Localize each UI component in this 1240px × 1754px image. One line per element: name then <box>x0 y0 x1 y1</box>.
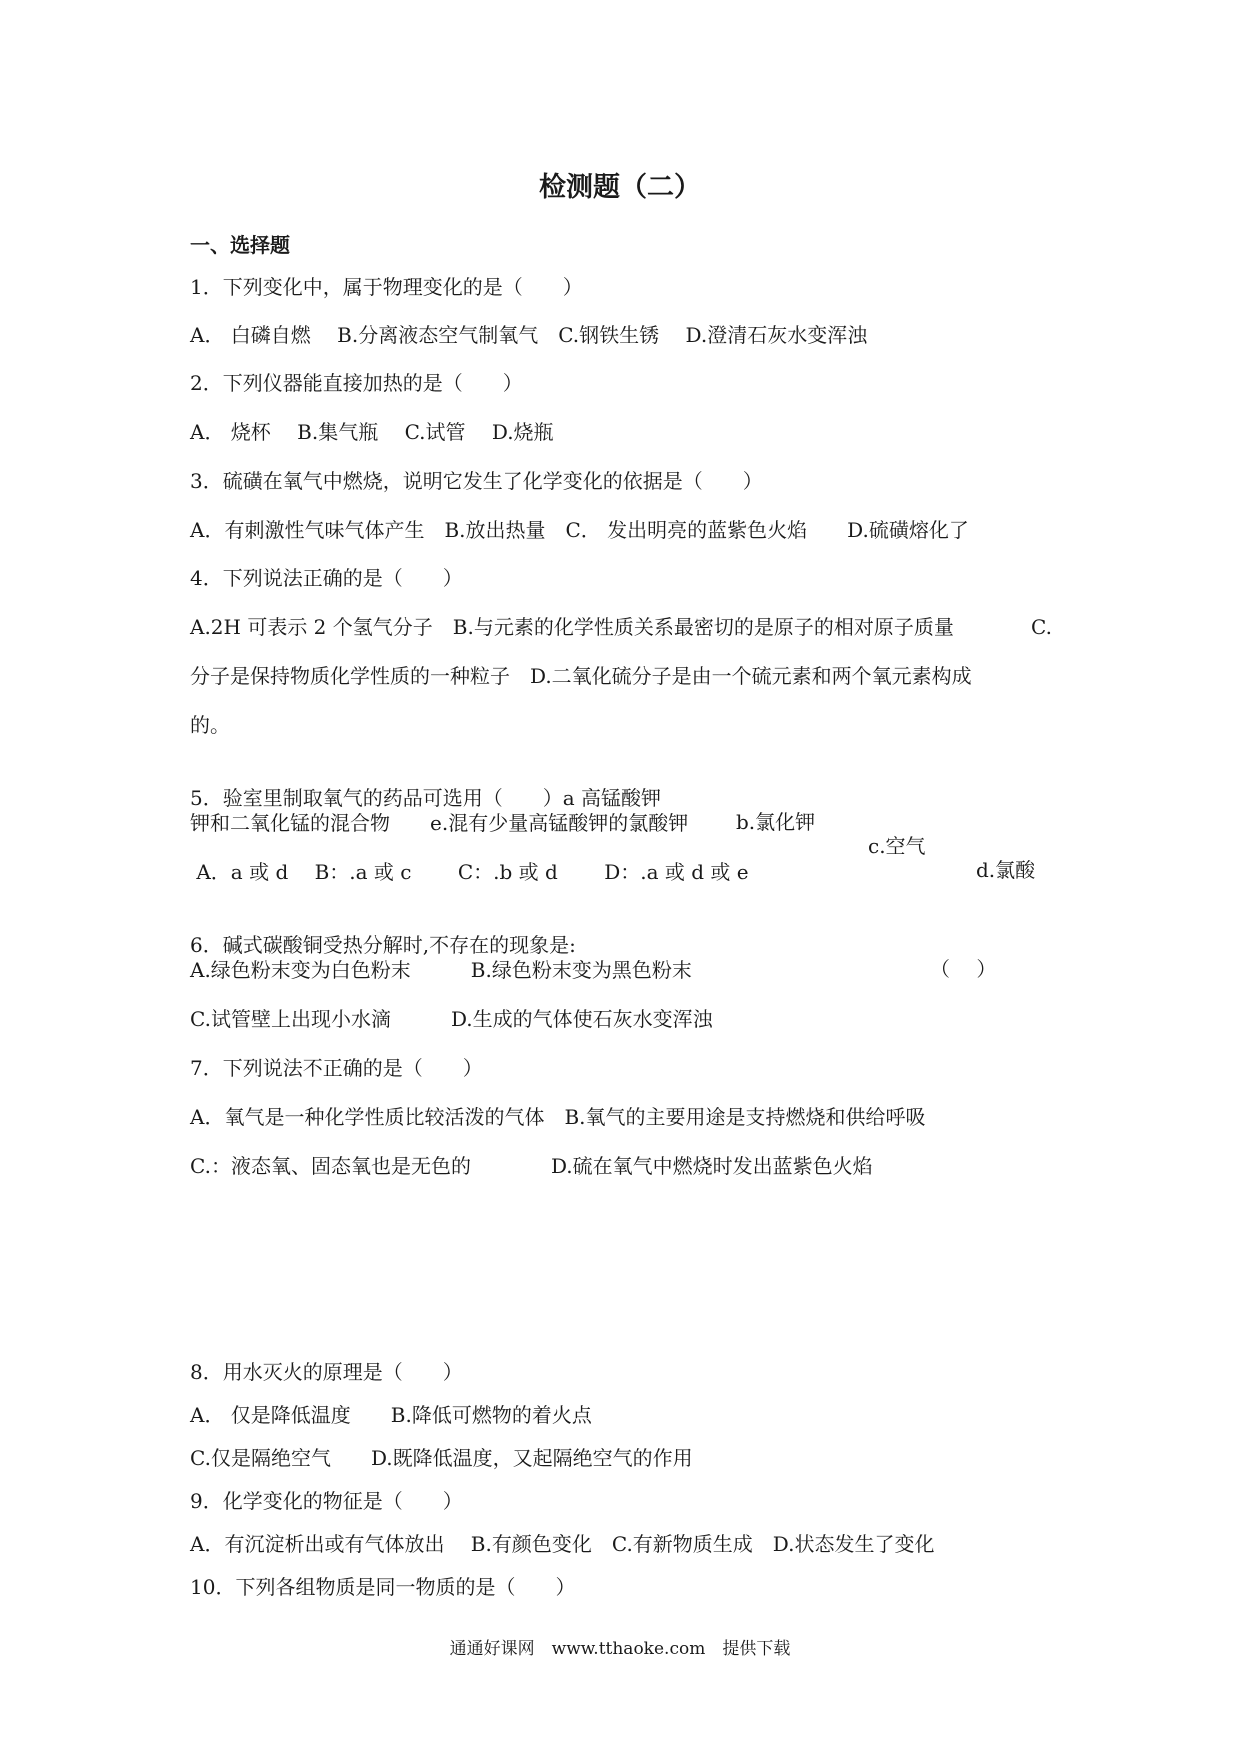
question-6-answer-blank: （ ） <box>930 957 997 981</box>
question-1: 1．下列变化中，属于物理变化的是（ ） <box>190 275 583 299</box>
question-10: 10．下列各组物质是同一物质的是（ ） <box>190 1575 576 1599</box>
question-4-option-c-label: C. <box>1031 615 1052 639</box>
question-8: 8．用水灭火的原理是（ ） <box>190 1360 463 1384</box>
question-6-stem: 6．碱式碳酸铜受热分解时,不存在的现象是: <box>190 933 576 957</box>
question-1-options: A． 白磷自燃 B.分离液态空气制氧气 C.钢铁生锈 D.澄清石灰水变浑浊 <box>190 323 868 347</box>
question-4: 4．下列说法正确的是（ ） <box>190 566 463 590</box>
question-2-options: A． 烧杯 B.集气瓶 C.试管 D.烧瓶 <box>190 420 554 444</box>
question-4-options-line-3: 的。 <box>190 713 230 737</box>
question-6-options-ab: A.绿色粉末变为白色粉末 B.绿色粉末变为黑色粉末 <box>190 958 692 982</box>
section-heading: 一、选择题 <box>190 233 290 257</box>
document-title: 检测题（二） <box>539 172 701 203</box>
question-9: 9．化学变化的物征是（ ） <box>190 1489 463 1513</box>
page-footer: 通通好课网 www.tthaoke.com 提供下载 <box>449 1639 791 1659</box>
question-9-options: A．有沉淀析出或有气体放出 B.有颜色变化 C.有新物质生成 D.状态发生了变化 <box>190 1532 935 1556</box>
question-4-options-text: A.2H 可表示 2 个氢气分子 B.与元素的化学性质关系最密切的是原子的相对原子质量 <box>190 615 954 639</box>
question-5-continued: 钾和二氧化锰的混合物 e.混有少量高锰酸钾的氯酸钾 <box>190 811 689 835</box>
question-2: 2．下列仪器能直接加热的是（ ） <box>190 371 523 395</box>
question-5-item-c: c.空气 <box>868 834 926 858</box>
question-7-options-cd: C.：液态氧、固态氧也是无色的 D.硫在氧气中燃烧时发出蓝紫色火焰 <box>190 1154 873 1178</box>
question-5-item-d: d.氯酸 <box>976 858 1036 882</box>
question-7-options-ab: A．氧气是一种化学性质比较活泼的气体 B.氧气的主要用途是支持燃烧和供给呼吸 <box>190 1105 926 1129</box>
question-8-options-cd: C.仅是隔绝空气 D.既降低温度，又起隔绝空气的作用 <box>190 1446 693 1470</box>
question-3-options: A．有刺激性气味气体产生 B.放出热量 C． 发出明亮的蓝紫色火焰 D.硫磺熔化了 <box>190 518 969 542</box>
question-6-options-cd: C.试管壁上出现小水滴 D.生成的气体使石灰水变浑浊 <box>190 1007 713 1031</box>
question-5-stem: 5．验室里制取氧气的药品可选用（ ）a 高锰酸钾 <box>190 786 662 810</box>
question-4-options-line-2: 分子是保持物质化学性质的一种粒子 D.二氧化硫分子是由一个硫元素和两个氧元素构成 <box>190 664 972 688</box>
question-4-options-line-1 <box>190 615 1052 639</box>
question-5-item-b: b.氯化钾 <box>736 810 816 834</box>
question-3: 3．硫磺在氧气中燃烧，说明它发生了化学变化的依据是（ ） <box>190 469 763 493</box>
question-5-options: A．a 或 d B：.a 或 c C：.b 或 d D：.a 或 d 或 e <box>190 860 749 884</box>
question-8-options-ab: A． 仅是降低温度 B.降低可燃物的着火点 <box>190 1403 592 1427</box>
question-7: 7．下列说法不正确的是（ ） <box>190 1056 483 1080</box>
